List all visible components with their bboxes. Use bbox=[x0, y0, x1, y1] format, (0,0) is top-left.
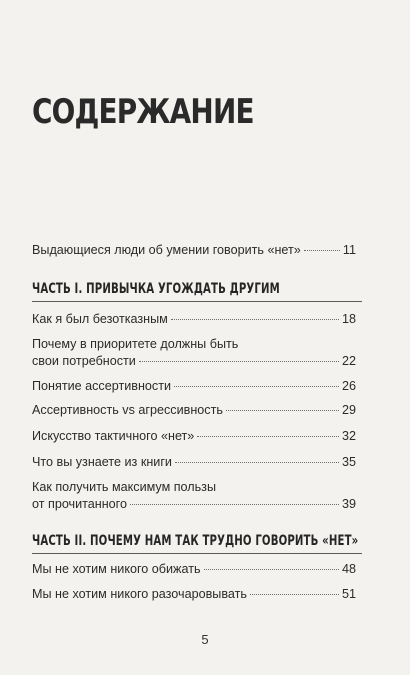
toc-entry-title: Ассертивность vs агрессивность bbox=[32, 403, 223, 417]
toc-entry-page: 18 bbox=[341, 312, 356, 326]
page-title: СОДЕРЖАНИЕ bbox=[32, 92, 254, 132]
dot-leader bbox=[204, 569, 339, 570]
toc-entry bbox=[32, 402, 356, 419]
dot-leader bbox=[250, 594, 339, 595]
toc-entry bbox=[32, 336, 356, 370]
dot-leader bbox=[139, 361, 339, 362]
dot-leader bbox=[304, 250, 340, 251]
part-divider bbox=[32, 301, 362, 302]
page-number: 5 bbox=[201, 632, 209, 647]
toc-entry-title: Выдающиеся люди об умении говорить «нет» bbox=[32, 243, 301, 257]
toc-entry bbox=[32, 454, 356, 471]
dot-leader bbox=[174, 386, 339, 387]
toc-entry-page: 51 bbox=[341, 587, 356, 601]
toc-entry bbox=[32, 311, 356, 328]
dot-leader bbox=[130, 504, 339, 505]
toc-entry-title-line1: Почему в приоритете должны быть bbox=[32, 337, 239, 351]
toc-entry-page: 35 bbox=[341, 455, 356, 469]
toc-entry-page: 26 bbox=[341, 379, 356, 393]
toc-entry-page: 22 bbox=[341, 354, 356, 368]
dot-leader bbox=[226, 410, 339, 411]
part-heading-2: ЧАСТЬ II. ПОЧЕМУ НАМ ТАК ТРУДНО ГОВОРИТЬ «НЕТ» bbox=[32, 533, 359, 549]
toc-entry-title-line2: свои потребности bbox=[32, 354, 136, 368]
part-heading-1: ЧАСТЬ I. ПРИВЫЧКА УГОЖДАТЬ ДРУГИМ bbox=[32, 281, 280, 297]
toc-entry bbox=[32, 428, 356, 445]
toc-entry-title: Мы не хотим никого разочаровывать bbox=[32, 587, 247, 601]
toc-entry-title: Мы не хотим никого обижать bbox=[32, 562, 201, 576]
toc-entry-page: 48 bbox=[341, 562, 356, 576]
toc-entry-intro bbox=[32, 242, 356, 259]
dot-leader bbox=[197, 436, 339, 437]
toc-entry-title-line2: от прочитанного bbox=[32, 497, 128, 511]
toc-entry-title: Что вы узнаете из книги bbox=[32, 455, 172, 469]
toc-entry-page: 29 bbox=[341, 403, 356, 417]
toc-entry bbox=[32, 561, 356, 578]
toc-entry-page: 11 bbox=[342, 243, 356, 257]
dot-leader bbox=[171, 319, 339, 320]
toc-entry bbox=[32, 479, 356, 513]
toc-entry-title: Понятие ассертивности bbox=[32, 379, 172, 393]
toc-entry-title: Как я был безотказным bbox=[32, 312, 168, 326]
toc-entry bbox=[32, 586, 356, 603]
toc-entry-title: Искусство тактичного «нет» bbox=[32, 429, 195, 443]
dot-leader bbox=[175, 462, 339, 463]
toc-entry-page: 39 bbox=[341, 497, 356, 511]
toc-entry-page: 32 bbox=[341, 429, 356, 443]
toc-entry bbox=[32, 378, 356, 395]
toc-entry-title-line1: Как получить максимум пользы bbox=[32, 480, 217, 494]
part-divider bbox=[32, 553, 362, 554]
